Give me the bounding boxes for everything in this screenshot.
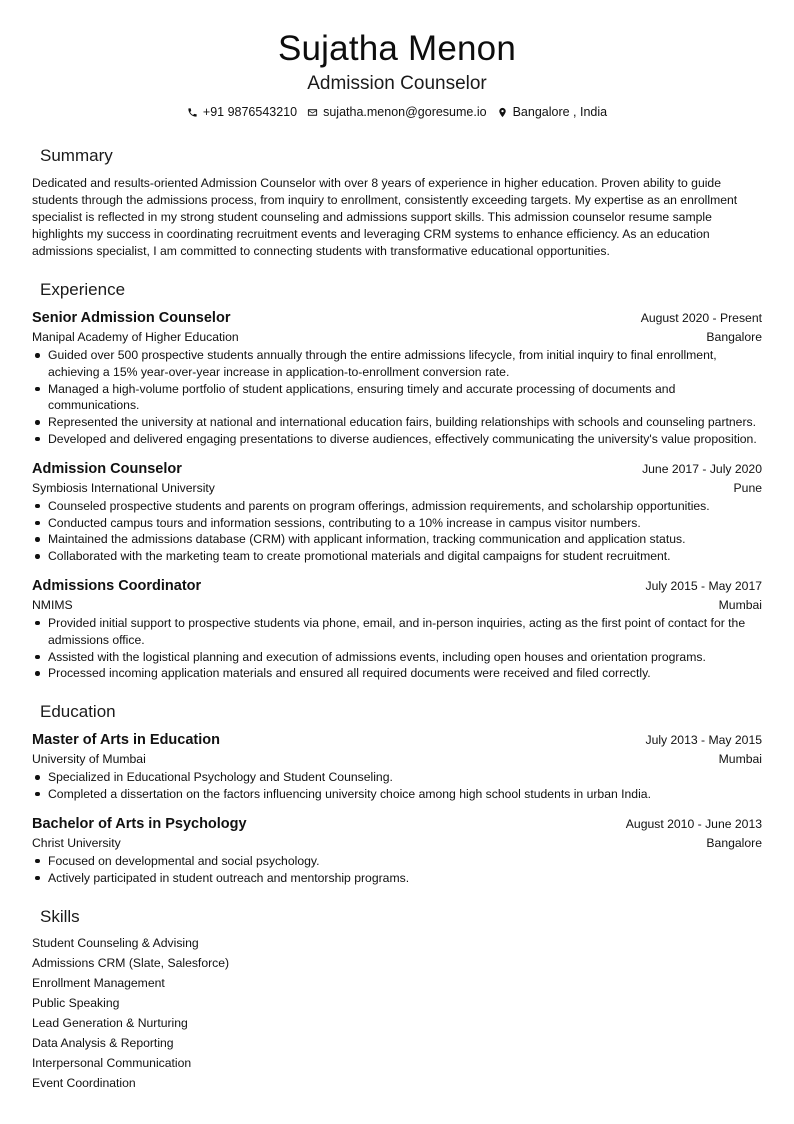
location-text: Bangalore , India: [512, 105, 608, 119]
education-entry: [32, 731, 762, 803]
education-dates: August 2010 - June 2013: [625, 816, 762, 831]
job-bullets: [32, 347, 762, 448]
degree-title: Bachelor of Arts in Psychology: [32, 815, 247, 832]
summary-text: Dedicated and results-oriented Admission Counselor with over 8 years of experience in higher education. Proven ability to guide students through the admissions process, from inquiry to enrollment, consistently exceeding targets. My expertise as an enrollment specialist is reflected in my strong student counseling and admissions support skills. This admission counselor resume sample highlights my success in coordinating recruitment events and leveraging CRM systems to enhance efficiency. As an education admissions specialist, I am committed to connecting students with transformative educational opportunities.: [32, 176, 738, 258]
job-org: NMIMS: [32, 597, 73, 612]
experience-heading: Experience: [40, 280, 126, 299]
job-entry: [32, 460, 762, 565]
bullet-item: Conducted campus tours and information sessions, contributing to a 10% increase in campus visitor numbers.: [48, 515, 762, 532]
bullet-item: Maintained the admissions database (CRM) with applicant information, tracking communication and application status.: [48, 531, 762, 548]
bullet-item: Guided over 500 prospective students annually through the entire admissions lifecycle, from initial inquiry to final enrollment, achieving a 15% year-over-year increase in application-to-enrollment conversion rate.: [48, 347, 762, 381]
job-dates: July 2015 - May 2017: [645, 578, 762, 593]
job-title: Senior Admission Counselor: [32, 310, 231, 326]
education-heading: Education: [40, 702, 116, 722]
school-location: Bangalore: [706, 835, 762, 850]
job-location: Bangalore: [706, 330, 762, 344]
skill-item: Data Analysis & Reporting: [32, 1035, 174, 1050]
job-entry: [32, 309, 762, 448]
mail-icon: [307, 107, 318, 118]
education-entry: [32, 815, 762, 887]
school-location: Mumbai: [718, 752, 762, 767]
skill-item: Student Counseling & Advising: [32, 936, 199, 951]
skill-item: Enrollment Management: [32, 976, 165, 991]
skill-item: Lead Generation & Nurturing: [32, 1015, 188, 1030]
contact-bar: [0, 104, 794, 120]
job-dates: June 2017 - July 2020: [642, 461, 762, 476]
contact-phone: [187, 104, 297, 120]
education-bullets: [32, 853, 762, 887]
bullet-item: Completed a dissertation on the factors influencing university choice among high school students in urban India.: [48, 786, 762, 803]
skill-item: Admissions CRM (Slate, Salesforce): [32, 956, 230, 971]
contact-email: [307, 104, 486, 120]
skill-item: Interpersonal Communication: [32, 1055, 192, 1070]
summary-heading: Summary: [40, 146, 113, 165]
skills-section: [32, 906, 762, 1093]
skill-item: Public Speaking: [32, 996, 120, 1011]
phone-icon: [187, 107, 198, 118]
contact-location: [497, 104, 608, 120]
bullet-item: Developed and delivered engaging presentations to diverse audiences, effectively communicating the university's value proposition.: [48, 431, 762, 448]
candidate-name: Sujatha Menon: [277, 29, 517, 68]
bullet-item: Collaborated with the marketing team to create promotional materials and digital campaigns for student recruitment.: [48, 548, 762, 565]
education-bullets: [32, 769, 762, 803]
job-title: Admissions Coordinator: [32, 577, 202, 594]
bullet-item: Processed incoming application materials and ensured all required documents were received and filed correctly.: [48, 665, 762, 682]
job-org: Manipal Academy of Higher Education: [32, 330, 239, 344]
job-entry: [32, 577, 762, 682]
phone-text: +91 9876543210: [202, 105, 298, 119]
bullet-item: Focused on developmental and social psychology.: [48, 853, 762, 870]
job-location: Mumbai: [718, 597, 762, 612]
skills-list: [32, 934, 762, 1093]
bullet-item: Actively participated in student outreach and mentorship programs.: [48, 870, 762, 887]
bullet-item: Assisted with the logistical planning and execution of admissions events, including open houses and orientation programs.: [48, 649, 762, 666]
resume-header: [0, 28, 794, 120]
job-bullets: [32, 498, 762, 565]
bullet-item: Represented the university at national and international education fairs, building relationships with schools and counseling partners.: [48, 414, 762, 431]
job-bullets: [32, 615, 762, 682]
education-section: [32, 701, 762, 886]
bullet-item: Counseled prospective students and parents on program offerings, admission requirements, and scholarship opportunities.: [48, 498, 762, 515]
education-dates: July 2013 - May 2015: [645, 733, 762, 748]
candidate-title: Admission Counselor: [307, 73, 487, 94]
job-title: Admission Counselor: [32, 460, 182, 477]
summary-section: [32, 145, 762, 260]
resume-content: [32, 145, 762, 1094]
skills-heading: Skills: [40, 907, 80, 927]
email-text: sujatha.menon@goresume.io: [323, 105, 487, 119]
job-dates: August 2020 - Present: [640, 311, 762, 325]
school-name: University of Mumbai: [32, 752, 146, 767]
experience-section: [32, 279, 762, 682]
bullet-item: Managed a high-volume portfolio of student applications, ensuring timely and accurate processing of documents and communications.: [48, 381, 762, 415]
job-location: Pune: [733, 480, 762, 495]
bullet-item: Specialized in Educational Psychology and Student Counseling.: [48, 769, 762, 786]
degree-title: Master of Arts in Education: [32, 732, 220, 749]
location-pin-icon: [497, 107, 508, 118]
bullet-item: Provided initial support to prospective students via phone, email, and in-person inquiries, acting as the first point of contact for the admissions office.: [48, 615, 762, 649]
skill-item: Event Coordination: [32, 1075, 136, 1090]
job-org: Symbiosis International University: [32, 480, 215, 495]
school-name: Christ University: [32, 835, 121, 850]
